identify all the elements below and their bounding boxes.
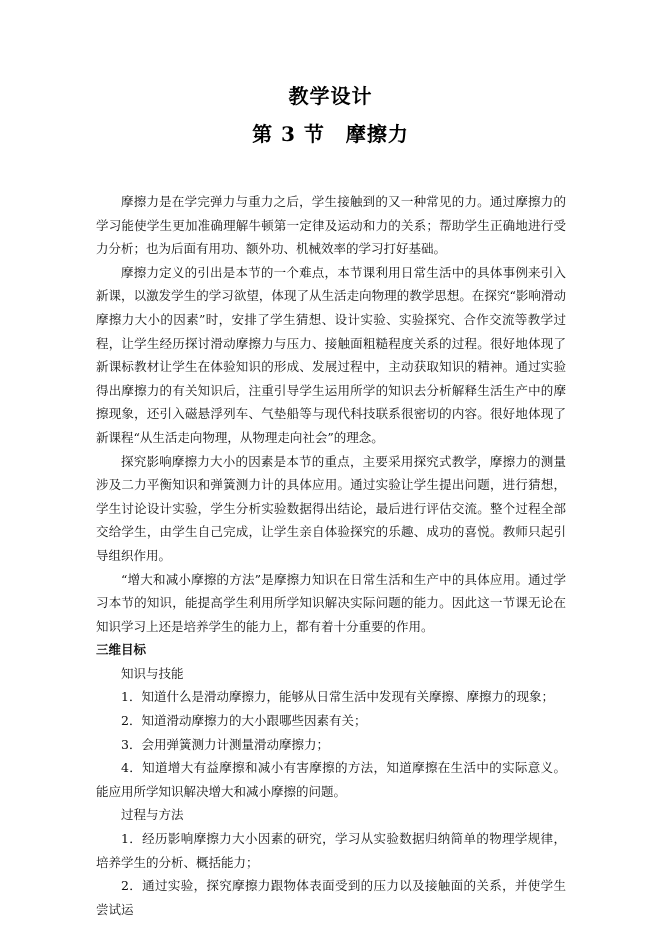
goals-heading: 三维目标 [96, 642, 147, 658]
document-title: 教学设计 [288, 84, 373, 108]
process-heading: 过程与方法 [121, 807, 184, 823]
intro-paragraph-1: 摩擦力是在学完弹力与重力之后，学生接触到的又一种常见的力。通过摩擦力的学习能使学生更加准确理解牛顿第一定律及运动和力的关系；帮助学生正确地进行受力分析；也为后面有用功、额外功、机械效率的学习打好基础。 [96, 194, 566, 257]
knowledge-item: 3．会用弹簧测力计测量滑动摩擦力； [121, 736, 329, 752]
knowledge-heading: 知识与技能 [121, 665, 184, 681]
document-body [96, 190, 566, 921]
intro-paragraph-2: 摩擦力定义的引出是本节的一个难点，本节课利用日常生活中的具体事例来引入新课，以激发学生的学习欲望，体现了从生活走向物理的教学思想。在探究“影响滑动摩擦力大小的因素”时，安排了学生猜想、设计实验、实验探究、合作交流等教学过程，让学生经历探讨滑动摩擦力与压力、接触面粗糙程度关系的过程。很好地体现了新课标教材让学生在体验知识的形成、发展过程中，主动获取知识的精神。通过实验得出摩擦力的有关知识后，注重引导学生运用所学的知识去分析解释生活生产中的摩擦现象，还引入磁悬浮列车、气垫船等与现代科技联系很密切的内容。很好地体现了新课程“从生活走向物理，从物理走向社会”的理念。 [96, 264, 566, 445]
intro-paragraph-4: “增大和减小摩擦的方法”是摩擦力知识在日常生活和生产中的具体应用。通过学习本节的知识，能提高学生利用所学知识解决实际问题的能力。因此这一节课无论在知识学习上还是培养学生的能力上，都有着十分重要的作用。 [96, 571, 566, 634]
knowledge-item: 1．知道什么是滑动摩擦力，能够从日常生活中发现有关摩擦、摩擦力的现象； [121, 689, 554, 705]
intro-paragraph-3: 探究影响摩擦力大小的因素是本节的重点，主要采用探究式教学，摩擦力的测量涉及二力平衡知识和弹簧测力计的具体应用。通过实验让学生提出问题，进行猜想，学生讨论设计实验，学生分析实验数据得出结论，最后进行评估交流。整个过程全部交给学生，由学生自己完成，让学生亲自体验探究的乐趣、成功的喜悦。教师只起引导组织作用。 [96, 453, 566, 563]
process-item: 1．经历影响摩擦力大小因素的研究，学习从实验数据归纳简单的物理学规律，培养学生的分析、概括能力； [96, 831, 566, 870]
section-title: 第 3 节 摩擦力 [252, 122, 409, 146]
knowledge-item: 4．知道增大有益摩擦和减小有害摩擦的方法，知道摩擦在生活中的实际意义。能应用所学知识解决增大和减小摩擦的问题。 [96, 760, 566, 799]
process-item: 2．通过实验，探究摩擦力跟物体表面受到的压力以及接触面的关系，并使学生尝试运 [96, 878, 566, 917]
knowledge-item: 2．知道滑动摩擦力的大小跟哪些因素有关； [121, 713, 367, 729]
